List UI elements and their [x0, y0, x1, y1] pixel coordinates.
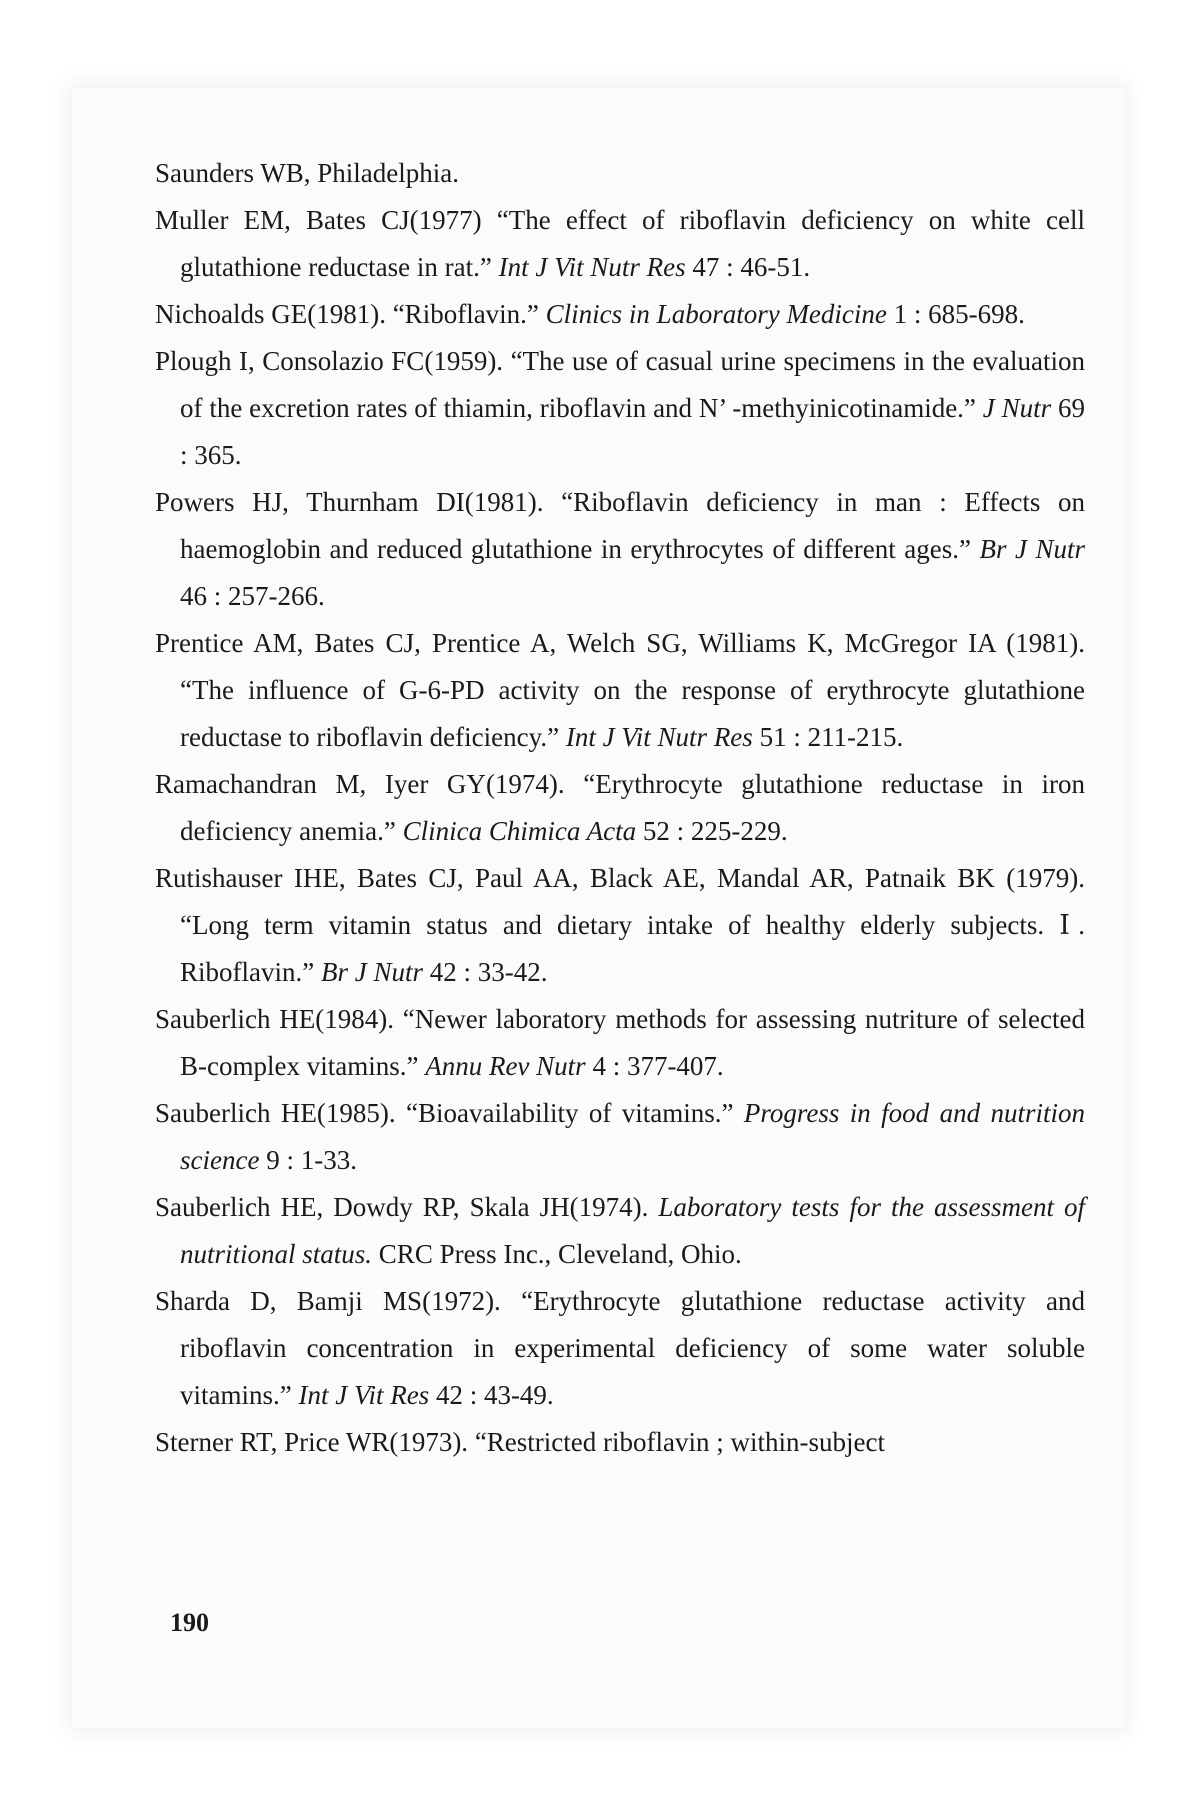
reference-citation: 46 : 257-266.	[180, 581, 325, 611]
reference-title: “Long term vitamin status and dietary intake of healthy elderly subjects. Ⅰ. Riboflavin.”	[180, 910, 1085, 987]
reference-entry	[155, 855, 1085, 996]
reference-title: “Bioavailability of vitamins.”	[395, 1098, 744, 1128]
page-number: 190	[170, 1608, 209, 1637]
reference-title: “The effect of riboflavin deficiency on white cell glutathione reductase in rat.”	[180, 205, 1085, 282]
reference-journal: J Nutr	[982, 393, 1052, 423]
reference-title: “Riboflavin.”	[385, 299, 546, 329]
reference-citation: CRC Press Inc., Cleveland, Ohio.	[372, 1239, 742, 1269]
reference-entry	[155, 338, 1085, 479]
reference-journal: Br J Nutr	[320, 957, 423, 987]
reference-entry	[155, 1419, 1085, 1466]
reference-citation: 51 : 211-215.	[752, 722, 904, 752]
reference-authors: Sauberlich HE, Dowdy RP, Skala JH	[155, 1192, 570, 1222]
reference-citation: 52 : 225-229.	[636, 816, 788, 846]
reference-authors: Saunders WB, Philadelphia.	[155, 158, 459, 188]
reference-entry	[155, 620, 1085, 761]
reference-citation: 4 : 377-407.	[585, 1051, 724, 1081]
reference-year: (1985).	[316, 1098, 396, 1128]
reference-year: (1959).	[424, 346, 504, 376]
reference-authors: Rutishauser IHE, Bates CJ, Paul AA, Black AE, Mandal AR, Patnaik BK	[155, 863, 995, 893]
reference-authors: Sauberlich HE	[155, 1098, 317, 1128]
reference-journal: Annu Rev Nutr	[425, 1051, 586, 1081]
reference-journal: Clinica Chimica Acta	[402, 816, 637, 846]
reference-entry	[155, 150, 1085, 197]
reference-journal: Int J Vit Res	[298, 1380, 430, 1410]
reference-journal: Int J Vit Nutr Res	[565, 722, 753, 752]
reference-citation: 42 : 33-42.	[423, 957, 548, 987]
reference-authors: Muller EM, Bates CJ	[155, 205, 410, 235]
reference-title: “Erythrocyte glutathione reductase activity and riboflavin concentration in experimental deficiency of some water soluble vitamins.”	[180, 1286, 1085, 1410]
reference-title: “Restricted riboflavin ; within-subject	[468, 1427, 885, 1457]
reference-authors: Sharda D, Bamji MS	[155, 1286, 423, 1316]
reference-authors: Powers HJ, Thurnham DI	[155, 487, 465, 517]
reference-list	[155, 150, 1085, 1466]
reference-citation: 69 : 365.	[180, 393, 1085, 470]
reference-title: “The use of casual urine specimens in the evaluation of the excretion rates of thiamin, riboflavin and N’ -methyinicotinamide.”	[180, 346, 1085, 423]
reference-authors: Ramachandran M, Iyer GY	[155, 769, 486, 799]
reference-year: (1973).	[389, 1427, 469, 1457]
reference-year: (1981).	[307, 299, 386, 329]
reference-year: (1981).	[995, 628, 1086, 658]
reference-entry	[155, 197, 1085, 291]
reference-authors: Sauberlich HE	[155, 1004, 316, 1034]
reference-citation: 9 : 1-33.	[259, 1145, 357, 1175]
reference-journal: Clinics in Laboratory Medicine	[545, 299, 887, 329]
reference-entry	[155, 479, 1085, 620]
reference-journal: Laboratory tests for the assessment of nutritional status.	[180, 1192, 1086, 1269]
reference-entry	[155, 1278, 1085, 1419]
reference-citation: 1 : 685-698.	[886, 299, 1025, 329]
reference-authors: Nichoalds GE	[155, 299, 308, 329]
reference-entry	[155, 996, 1085, 1090]
reference-authors: Plough I, Consolazio FC	[155, 346, 425, 376]
reference-title: “Erythrocyte glutathione reductase in iron deficiency anemia.”	[180, 769, 1085, 846]
reference-citation: 42 : 43-49.	[429, 1380, 554, 1410]
reference-year: (1984).	[315, 1004, 394, 1034]
reference-year: (1974).	[569, 1192, 649, 1222]
reference-authors: Sterner RT, Price WR	[155, 1427, 390, 1457]
reference-entry	[155, 291, 1085, 338]
reference-year: (1979).	[994, 863, 1086, 893]
reference-entry	[155, 1090, 1085, 1184]
reference-title	[648, 1192, 658, 1222]
reference-authors: Prentice AM, Bates CJ, Prentice A, Welch SG, Williams K, McGregor IA	[155, 628, 996, 658]
reference-title: “Newer laboratory methods for assessing nutriture of selected B-complex vitamins.”	[180, 1004, 1085, 1081]
reference-journal: Br J Nutr	[979, 534, 1085, 564]
reference-citation: 47 : 46-51.	[685, 252, 811, 282]
reference-year: (1977)	[409, 205, 482, 235]
reference-year: (1972).	[422, 1286, 501, 1316]
reference-title: “The influence of G-6-PD activity on the response of erythrocyte glutathione reductase to riboflavin deficiency.”	[180, 675, 1085, 752]
reference-title: “Riboflavin deficiency in man : Effects on haemoglobin and reduced glutathione in erythrocytes of different ages.”	[180, 487, 1085, 564]
reference-year: (1981).	[464, 487, 544, 517]
reference-journal: Int J Vit Nutr Res	[498, 252, 686, 282]
reference-year: (1974).	[485, 769, 565, 799]
reference-entry	[155, 761, 1085, 855]
reference-journal: Progress in food and nutrition science	[180, 1098, 1085, 1175]
reference-entry	[155, 1184, 1085, 1278]
